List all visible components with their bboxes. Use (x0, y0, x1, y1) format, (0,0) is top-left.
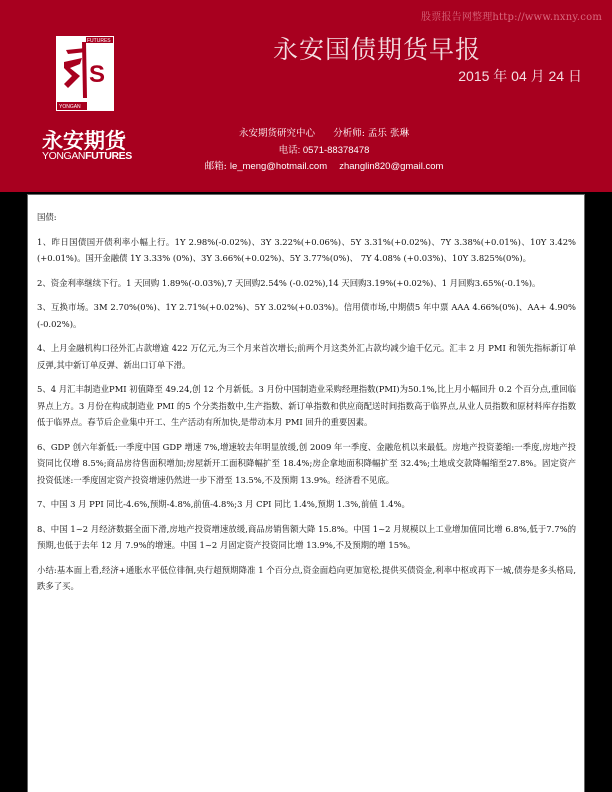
email-line (18, 158, 612, 172)
analysts-label: 分析师: (333, 128, 365, 139)
svg-text:FUTURES: FUTURES (87, 38, 111, 44)
paragraph-7-ppi-cpi: 7、中国 3 月 PPI 同比-4.6%,预期-4.8%,前值-4.8%;3 月 CPI 同比 1.4%,预期 1.3%,前值 1.4%。 (37, 499, 410, 509)
report-date: 2015 年 04 月 24 日 (458, 68, 582, 84)
svg-text:S: S (89, 61, 106, 88)
paragraph-1-bond-yields: 1、昨日国债国开债利率小幅上行。1Y 2.98%(-0.02%)、3Y 3.22%(+0.06%)、5Y 3.31%(+0.02%)、7Y 3.38%(+0.01%)、10Y 3.42%(+0.01%)。国开金融债 1Y 3.33% (0%)、3Y 3.66%(+0.02%)、5Y 3.77%(0%)、 7Y 4.08% (+0.03%)、10Y 3.825%(0%)。 (37, 236, 576, 263)
paragraph-4-fx-reserves: 4、上月金融机构口径外汇占款增逾 422 万亿元,为三个月来首次增长;前两个月这类外汇占款均减少逾千亿元。汇丰 2 月 PMI 和领先指标新订单反弹,其中新订单反弹、新出口订单下滑。 (37, 343, 576, 370)
paragraph-6-gdp: 6、GDP 创六年新低:一季度中国 GDP 增速 7%,增速较去年明显放缓,创 2009 年一季度、金融危机以来最低。房地产投资萎缩:一季度,房地产投资同比仅增 8.5%;商品房待售面积增加;房屋新开工面积降幅扩至 18.4%;房企拿地面积降幅扩至 32.4%;土地成交款降幅缩至27.8%。固定资产投资低迷:一季度固定资产投资增速仍然进一步下滑至 13.5%,不及预期 13.9%。经济看不见底。 (37, 441, 576, 485)
org-name: 永安期货研究中心 (239, 128, 316, 139)
logo-name-cn: 永安期货 (42, 129, 126, 153)
email-link-1[interactable]: le_meng@hotmail.com (229, 161, 328, 172)
email-label: 邮箱: (204, 161, 227, 172)
watermark: 股票报告网整理http://www.nxny.com (421, 12, 602, 23)
paragraph-3-swap-credit: 3、互换市场。3M 2.70%(0%)、1Y 2.71%(+0.02%)、5Y 3.02%(+0.03%)。信用债市场,中期债5 年中票 AAA 4.66%(0%)、AA+ 4.90%(-0.02%)。 (37, 302, 576, 329)
paragraph-5-pmi: 5、4 月汇丰制造业PMI 初值降至 49.24,创 12 个月新低。3 月份中国制造业采购经理指数(PMI)为50.1%,比上月小幅回升 0.2 个百分点,重回临界点上方。3 月份在构成制造业 PMI 的5 个分类指数中,生产指数、新订单指数和供应商配送时间指数高于临界点,从业人员指数和原材料库存指数低于临界点。春节后企业集中开工、生产活动有所加快,是带动本月 PMI 回升的重要因素。 (37, 384, 576, 427)
report-header (0, 0, 612, 192)
phone-line (18, 142, 612, 156)
logo-emblem-icon (56, 36, 114, 111)
logo-name-en: YONGANFUTURES (42, 150, 132, 162)
paragraph-2-repo-rates: 2、资金利率继续下行。1 天回购 1.89%(-0.03%),7 天回购2.54% (-0.02%),14 天回购3.19%(+0.02%)、1 月回购3.65%(-0.1%)。 (37, 277, 541, 288)
report-body (27, 194, 585, 792)
phone-label: 电话: (278, 145, 301, 156)
email-link-2[interactable]: zhanglin820@gmail.com (339, 161, 444, 172)
svg-text:YONGAN: YONGAN (59, 104, 81, 110)
report-title: 永安国债期货早报 (273, 35, 482, 64)
section-title-treasury: 国债: (37, 212, 57, 222)
org-analysts-line (18, 125, 612, 139)
paragraph-8-economic-data: 8、中国 1~2 月经济数据全面下滑,房地产投资增速放缓,商品房销售额大降 15.8%。中国 1~2 月规模以上工业增加值同比增 6.8%,低于7.7%的预期,也低于去年 12 月 7.9%的增速。中国 1~2 月固定资产投资同比增 13.9%,不及预期的增 15%。 (37, 523, 576, 550)
analysts-names: 孟乐 张琳 (367, 128, 409, 139)
phone-number: 0571-88378478 (302, 145, 370, 156)
paragraph-summary: 小结:基本面上看,经济+通胀水平低位徘徊,央行超预期降准 1 个百分点,资金面趋向更加宽松,提供买债资金,利率中枢或再下一城,债券是多头格局,跌多了买。 (37, 564, 576, 591)
